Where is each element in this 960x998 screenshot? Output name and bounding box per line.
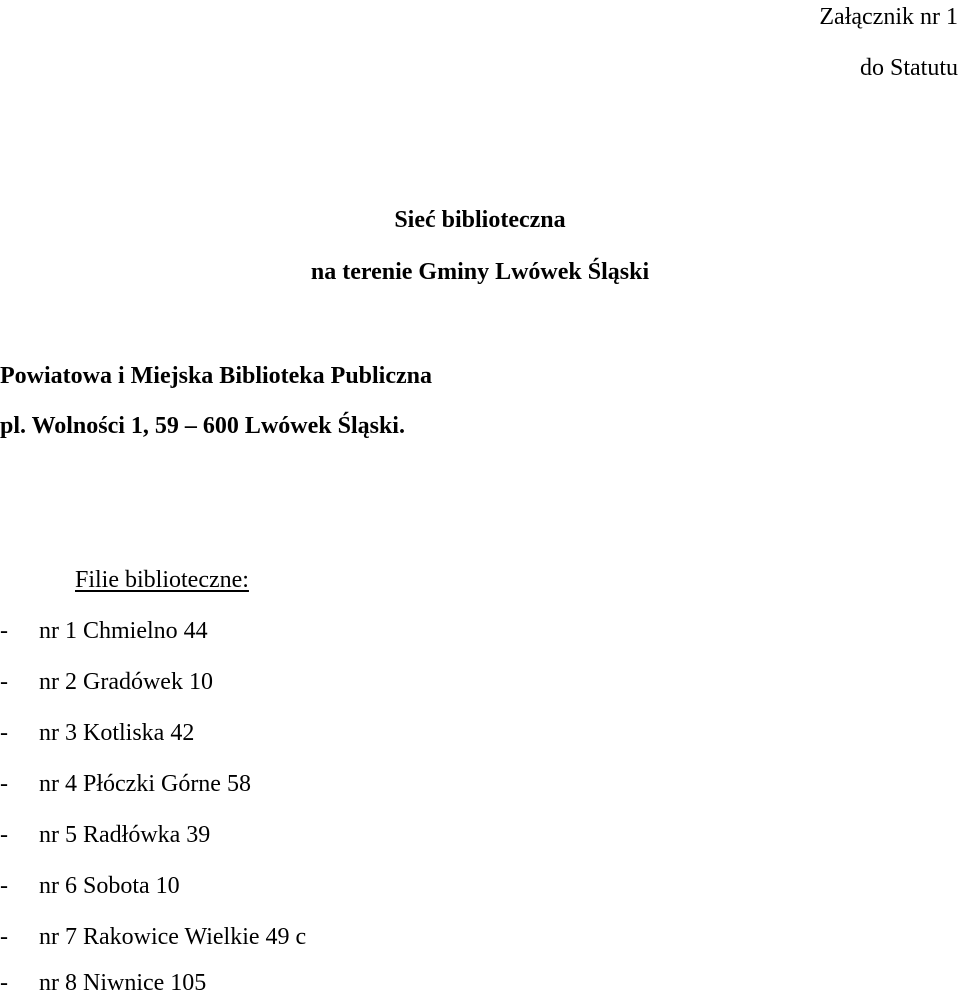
list-bullet: - [0,924,8,950]
list-item [0,769,251,799]
attachment-statute-ref: do Statutu [859,55,958,81]
branch-text: nr 5 Radłówka 39 [39,822,211,848]
list-item [0,968,206,998]
branch-text: nr 7 Rakowice Wielkie 49 c [39,924,307,950]
list-bullet: - [0,720,8,746]
list-bullet: - [0,669,8,695]
branch-text: nr 8 Niwnice 105 [39,970,207,996]
list-item [0,667,213,697]
branch-text: nr 1 Chmielno 44 [39,618,208,644]
branch-text: nr 4 Płóczki Górne 58 [39,771,251,797]
branch-text: nr 2 Gradówek 10 [39,669,213,695]
library-name: Powiatowa i Miejska Biblioteka Publiczna [0,363,432,389]
list-bullet: - [0,771,8,797]
list-item [0,871,180,901]
attachment-number: Załącznik nr 1 [819,4,958,30]
list-bullet: - [0,822,8,848]
list-bullet: - [0,618,8,644]
list-item [0,718,194,748]
list-item [0,922,306,952]
list-bullet: - [0,873,8,899]
list-item [0,616,208,646]
list-bullet: - [0,970,8,996]
branches-heading: Filie biblioteczne: [75,567,249,593]
library-address: pl. Wolności 1, 59 – 600 Lwówek Śląski. [0,413,405,439]
document-title: Sieć biblioteczna [394,207,566,233]
document-subtitle: na terenie Gminy Lwówek Śląski [310,259,650,285]
branch-text: nr 3 Kotliska 42 [39,720,195,746]
branch-text: nr 6 Sobota 10 [39,873,180,899]
list-item [0,820,210,850]
